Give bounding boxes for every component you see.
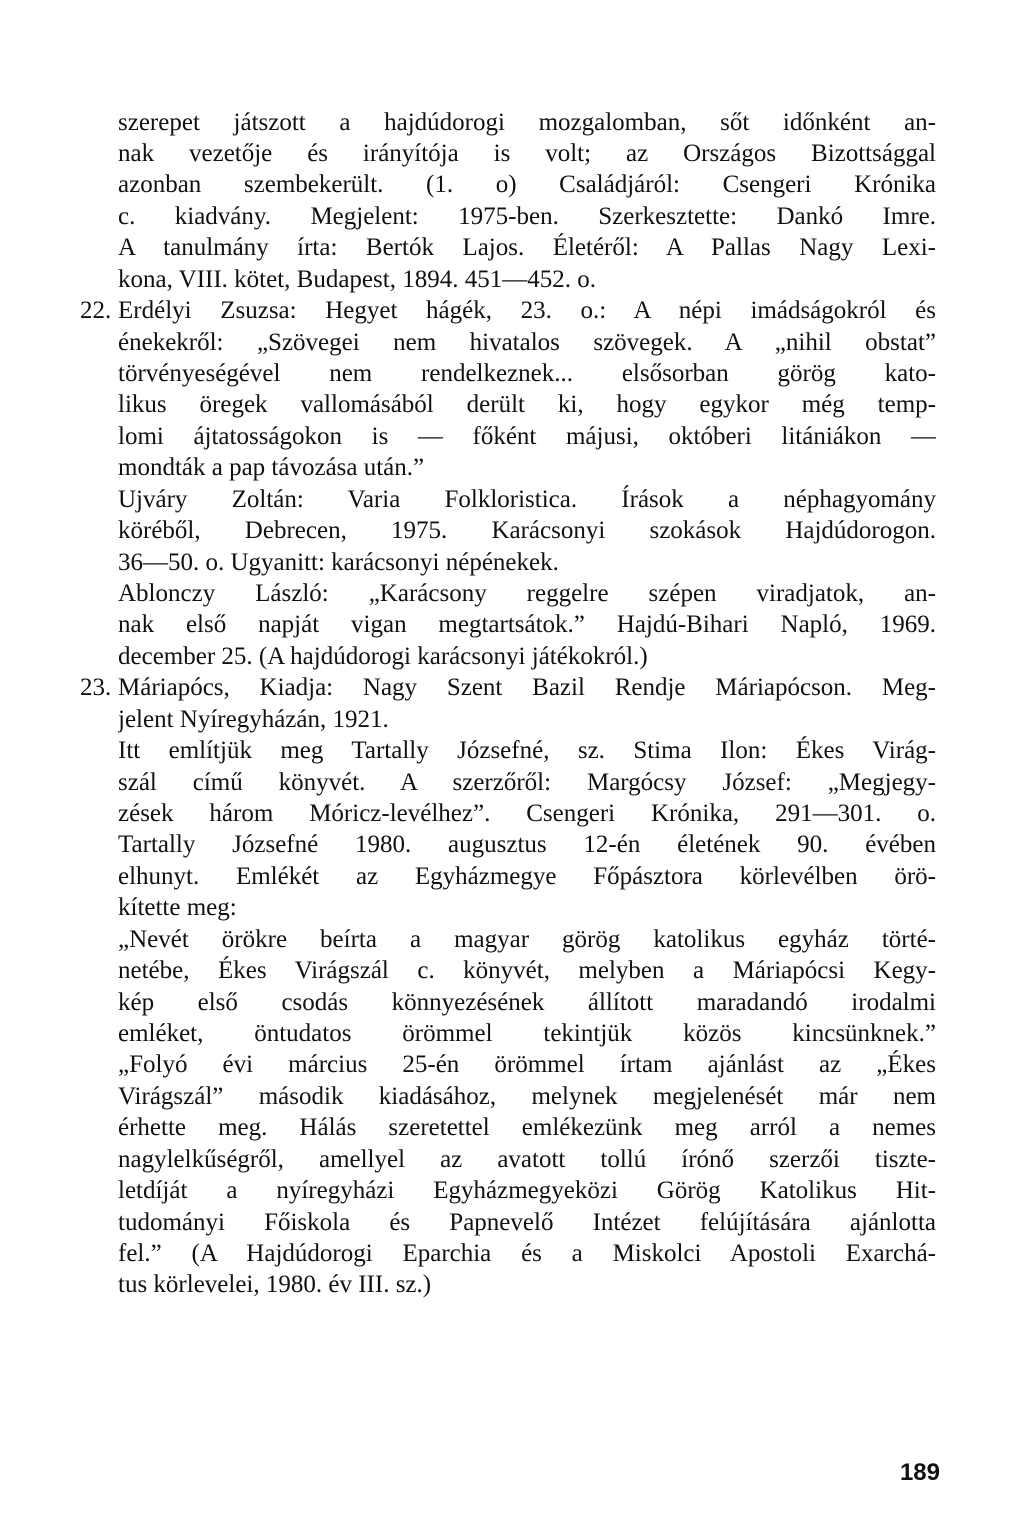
text-line: nak vezetője és irányítója is volt; az Országos Bizottsággal xyxy=(118,140,936,167)
text-line: énekekről: „Szövegei nem hivatalos szövegek. A „nihil obstat” xyxy=(118,329,936,356)
text-line: tus körlevelei, 1980. év III. sz.) xyxy=(118,1271,432,1298)
text-line: szerepet játszott a hajdúdorogi mozgalomban, sőt időnként an- xyxy=(118,109,936,136)
text-line: Máriapócs, Kiadja: Nagy Szent Bazil Rendje Máriapócson. Meg- xyxy=(118,674,936,701)
text-line: „Folyó évi március 25-én örömmel írtam ajánlást az „Ékes xyxy=(118,1051,936,1078)
text-line: Tartally Józsefné 1980. augusztus 12-én életének 90. évében xyxy=(118,831,936,858)
page-number: 189 xyxy=(899,1459,940,1486)
text-line: Ablonczy László: „Karácsony reggelre szépen viradjatok, an- xyxy=(118,580,936,607)
text-line: Erdélyi Zsuzsa: Hegyet hágék, 23. o.: A népi imádságokról és xyxy=(118,297,936,324)
text-line: Ujváry Zoltán: Varia Folkloristica. Írások a néphagyomány xyxy=(118,486,936,513)
text-line: szál című könyvét. A szerzőről: Margócsy József: „Megjegy- xyxy=(118,769,936,796)
text-line: nak első napját vigan megtartsátok.” Hajdú-Bihari Napló, 1969. xyxy=(118,611,936,638)
text-line: Itt említjük meg Tartally Józsefné, sz. Stima Ilon: Ékes Virág- xyxy=(118,737,936,764)
text-line: lomi ájtatosságokon is — főként májusi, októberi litániákon — xyxy=(118,423,936,450)
text-line: letdíját a nyíregyházi Egyházmegyeközi Görög Katolikus Hit- xyxy=(118,1177,936,1204)
text-line: 36—50. o. Ugyanitt: karácsonyi népénekek. xyxy=(118,549,559,576)
text-line: érhette meg. Hálás szeretettel emlékezünk meg arról a nemes xyxy=(118,1114,936,1141)
text-line: „Nevét örökre beírta a magyar görög katolikus egyház törté- xyxy=(118,926,936,953)
text-line: netébe, Ékes Virágszál c. könyvét, melyben a Máriapócsi Kegy- xyxy=(118,957,936,984)
text-line: kítette meg: xyxy=(118,894,237,921)
text-line: jelent Nyíregyházán, 1921. xyxy=(118,706,389,733)
text-line: Virágszál” második kiadásához, melynek megjelenését már nem xyxy=(118,1083,936,1110)
text-line: likus öregek vallomásából derült ki, hogy egykor még temp- xyxy=(118,391,936,418)
text-line: mondták a pap távozása után.” xyxy=(118,454,425,481)
text-line: kona, VIII. kötet, Budapest, 1894. 451—452. o. xyxy=(118,266,596,293)
text-line: azonban szembekerült. (1. o) Családjáról: Csengeri Krónika xyxy=(118,171,936,198)
text-line: tudományi Főiskola és Papnevelő Intézet felújítására ajánlotta xyxy=(118,1209,936,1236)
text-line: zések három Móricz-levélhez”. Csengeri Krónika, 291—301. o. xyxy=(118,800,936,827)
text-line: c. kiadvány. Megjelent: 1975-ben. Szerkesztette: Dankó Imre. xyxy=(118,203,936,230)
text-line: nagylelkűségről, amellyel az avatott tollú írónő szerzői tiszte- xyxy=(118,1146,936,1173)
text-line: A tanulmány írta: Bertók Lajos. Életéről: A Pallas Nagy Lexi- xyxy=(118,234,936,261)
text-line: törvényeségével nem rendelkeznek... elsősorban görög kato- xyxy=(118,360,936,387)
text-line: elhunyt. Emlékét az Egyházmegye Főpásztora körlevélben örö- xyxy=(118,863,936,890)
note-number-22: 22. xyxy=(80,297,112,324)
text-line: köréből, Debrecen, 1975. Karácsonyi szokások Hajdúdorogon. xyxy=(118,517,936,544)
text-line: december 25. (A hajdúdorogi karácsonyi játékokról.) xyxy=(118,643,648,670)
note-number-23: 23. xyxy=(80,674,112,701)
text-line: fel.” (A Hajdúdorogi Eparchia és a Miskolci Apostoli Exarchá- xyxy=(118,1240,936,1267)
text-line: kép első csodás könnyezésének állított maradandó irodalmi xyxy=(118,989,936,1016)
text-line: emléket, öntudatos örömmel tekintjük közös kincsünknek.” xyxy=(118,1020,936,1047)
